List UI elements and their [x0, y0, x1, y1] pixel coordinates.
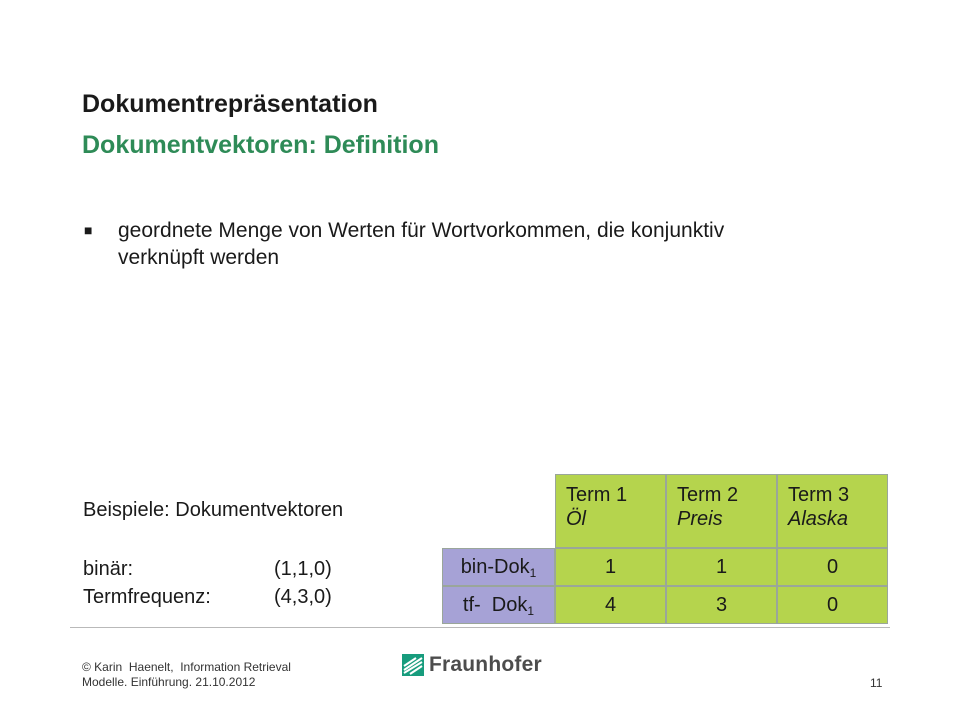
examples-title: Beispiele: Dokumentvektoren — [83, 499, 344, 521]
bullet-square-icon: ■ — [84, 222, 93, 238]
header-term-word: Preis — [677, 508, 723, 530]
table-header-term-3 — [777, 474, 888, 548]
table-row-label-tf-dok — [442, 586, 555, 624]
fraunhofer-logo-icon — [402, 654, 424, 676]
table-header-term-2 — [666, 474, 777, 548]
table-row-label-bin-dok — [442, 548, 555, 586]
fraunhofer-logo-text: Fraunhofer — [429, 653, 542, 676]
header-term-label: Term 2 — [677, 484, 739, 506]
page-number: 11 — [870, 676, 883, 690]
slide-title: Dokumentrepräsentation — [82, 90, 378, 118]
bullet-item — [84, 217, 804, 271]
table-cell: 1 — [666, 548, 777, 586]
slide-subtitle: Dokumentvektoren: Definition — [82, 131, 439, 159]
example-tf-value: (4,3,0) — [274, 586, 332, 608]
footer-credits — [82, 660, 291, 690]
example-binary-label: binär: — [83, 558, 134, 580]
row-label-subscript: 1 — [527, 604, 535, 618]
header-term-word: Öl — [566, 508, 586, 530]
header-term-label: Term 1 — [566, 484, 628, 506]
row-label-text: tf- Dok — [462, 594, 528, 616]
row-label-text: bin-Dok — [460, 556, 530, 578]
table-cell: 0 — [777, 586, 888, 624]
example-binary-value: (1,1,0) — [274, 558, 332, 580]
header-term-label: Term 3 — [788, 484, 850, 506]
row-label-subscript: 1 — [529, 566, 537, 580]
table-cell: 0 — [777, 548, 888, 586]
example-tf-label: Termfrequenz: — [83, 586, 211, 608]
footer-author: © Karin Haenelt, Information Retrieval — [82, 660, 291, 674]
header-term-word: Alaska — [788, 508, 849, 530]
fraunhofer-logo — [402, 653, 542, 677]
table-cell: 4 — [555, 586, 666, 624]
footer-course: Modelle. Einführung. 21.10.2012 — [82, 675, 256, 689]
footer-divider — [70, 627, 890, 628]
table-header-term-1 — [555, 474, 666, 548]
table-cell: 3 — [666, 586, 777, 624]
table-cell: 1 — [555, 548, 666, 586]
bullet-text: geordnete Menge von Werten für Wortvorkommen, die konjunktiv verknüpft werden — [118, 219, 725, 269]
